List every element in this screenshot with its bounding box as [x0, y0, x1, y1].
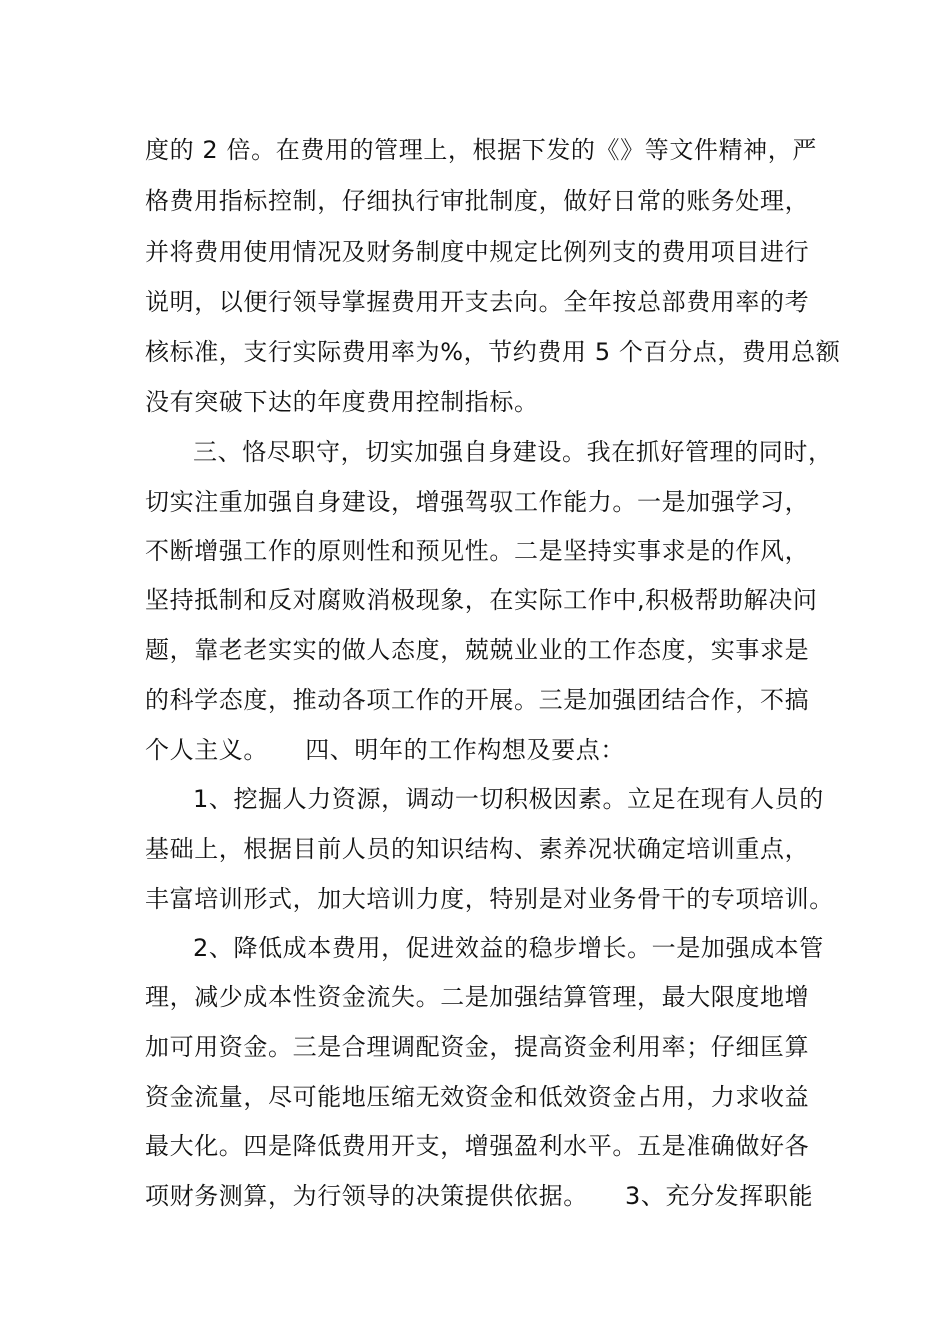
- text-line-18: 理，减少成本性资金流失。二是加强结算管理，最大限度地增: [145, 983, 810, 1011]
- text-line-8: 切实注重加强自身建设，增强驾驭工作能力。一是加强学习，: [145, 488, 810, 516]
- text-line-4: 说明，以便行领导掌握费用开支去向。全年按总部费用率的考: [145, 288, 810, 316]
- text-line-7: 三、恪尽职守，切实加强自身建设。我在抓好管理的同时，: [193, 438, 833, 466]
- text-line-3: 并将费用使用情况及财务制度中规定比例列支的费用项目进行: [145, 238, 810, 266]
- text-line-5: 核标准，支行实际费用率为%，节约费用 5 个百分点，费用总额: [145, 338, 841, 366]
- text-line-19: 加可用资金。三是合理调配资金，提高资金利用率；仔细匡算: [145, 1033, 810, 1061]
- text-line-21: 最大化。四是降低费用开支，增强盈利水平。五是准确做好各: [145, 1132, 810, 1160]
- text-line-12: 的科学态度，推动各项工作的开展。三是加强团结合作，不搞: [145, 686, 810, 714]
- text-line-6: 没有突破下达的年度费用控制指标。: [145, 388, 539, 416]
- text-line-2: 格费用指标控制，仔细执行审批制度，做好日常的账务处理，: [145, 187, 810, 215]
- text-line-14: 1、挖掘人力资源，调动一切积极因素。立足在现有人员的: [193, 785, 824, 813]
- text-line-17: 2、降低成本费用，促进效益的稳步增长。一是加强成本管: [193, 934, 824, 962]
- text-line-10: 坚持抵制和反对腐败消极现象，在实际工作中,积极帮助解决问: [145, 586, 818, 614]
- text-line-16: 丰富培训形式，加大培训力度，特别是对业务骨干的专项培训。: [145, 885, 834, 913]
- text-line-15: 基础上，根据目前人员的知识结构、素养况状确定培训重点，: [145, 835, 810, 863]
- text-line-13: 个人主义。 四、明年的工作构想及要点：: [145, 736, 625, 764]
- text-line-11: 题，靠老老实实的做人态度，兢兢业业的工作态度，实事求是: [145, 636, 810, 664]
- text-line-22: 项财务测算，为行领导的决策提供依据。 3、充分发挥职能: [145, 1182, 814, 1210]
- text-line-20: 资金流量，尽可能地压缩无效资金和低效资金占用，力求收益: [145, 1083, 810, 1111]
- text-line-9: 不断增强工作的原则性和预见性。二是坚持实事求是的作风，: [145, 537, 810, 565]
- text-line-1: 度的 2 倍。在费用的管理上，根据下发的《》等文件精神，严: [145, 136, 817, 164]
